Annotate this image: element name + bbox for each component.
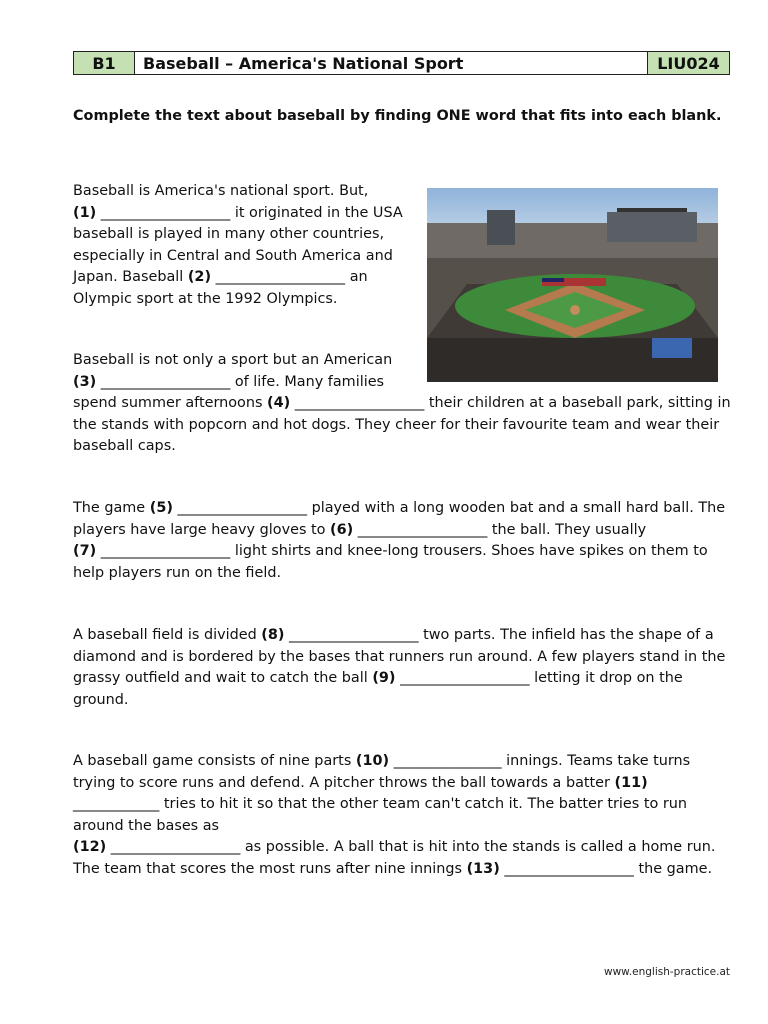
- text: innings. Teams take turns trying to score runs and defend. A pitcher throws the ball towards a batter: [73, 753, 691, 791]
- blank-number: (3): [73, 373, 97, 390]
- blank-line: __________________: [110, 839, 241, 856]
- text: the game.: [633, 860, 713, 877]
- text: played with a long wooden bat and a small hard ball. The players have large heavy gloves to: [73, 500, 726, 538]
- paragraph-3: [73, 498, 733, 584]
- text: Baseball is America's national sport. But,: [73, 183, 369, 199]
- blank-number: (13): [466, 860, 500, 877]
- blank-line: __________________: [504, 860, 634, 877]
- text: of life. Many families: [230, 373, 385, 390]
- footer-url: www.english-practice.at: [603, 966, 730, 978]
- paragraph-4: [73, 625, 733, 711]
- blank-number: (10): [355, 753, 390, 769]
- blank-number: (2): [187, 269, 212, 286]
- paragraph-5: [73, 751, 733, 881]
- blank-line: __________________: [400, 670, 530, 687]
- text: an Olympic sport at the 1992 Olympics.: [73, 269, 368, 307]
- blank-number: (1): [73, 204, 97, 221]
- text: as possible. A ball that is hit into the stands is called a home run. The team that scores the most runs after nine innings: [73, 839, 716, 877]
- text: Baseball is not only a sport but an American: [73, 352, 393, 368]
- blank-line: __________________: [100, 204, 231, 221]
- blank-number: (7): [73, 543, 97, 560]
- text: A baseball game consists of nine parts: [73, 753, 356, 769]
- text: letting it drop on the ground.: [73, 670, 683, 708]
- blank-line: __________________: [289, 627, 419, 643]
- blank-line: ____________: [73, 796, 160, 813]
- text: two parts. The infield has the shape of a diamond and is bordered by the bases that runners run around. A few players stand in the grassy outfield and wait to catch the ball: [73, 627, 726, 687]
- text: their children at a baseball park, sitting in the stands with popcorn and hot dogs. They cheer for their favourite team and wear their baseball caps.: [73, 395, 731, 455]
- blank-line: __________________: [100, 373, 231, 390]
- worksheet-header: [73, 51, 730, 75]
- text: it originated in the USA baseball is played in many other countries, especially in Central and South America and Japan. Baseball: [73, 204, 403, 286]
- text: spend summer afternoons: [73, 395, 268, 412]
- text: light shirts and knee-long trousers. Shoes have spikes on them to help players run on the field.: [73, 543, 708, 581]
- text: The game: [73, 500, 150, 516]
- worksheet-code: LIU024: [647, 52, 729, 74]
- text: A baseball field is divided: [73, 627, 262, 643]
- blank-number: (11): [614, 774, 648, 791]
- instructions: Complete the text about baseball by finding ONE word that fits into each blank.: [73, 108, 722, 124]
- blank-number: (12): [73, 839, 107, 856]
- level-badge: B1: [74, 52, 135, 74]
- text: the ball. They usually: [487, 521, 647, 538]
- paragraph-1: [73, 181, 408, 311]
- blank-number: (4): [267, 395, 291, 412]
- blank-number: (5): [149, 500, 173, 516]
- blank-line: __________________: [294, 395, 425, 412]
- blank-line: __________________: [177, 500, 308, 516]
- text: tries to hit it so that the other team can't catch it. The batter tries to run around the bases as: [73, 796, 688, 834]
- paragraph-2: [73, 350, 733, 458]
- blank-line: __________________: [215, 269, 346, 286]
- worksheet-title: Baseball – America's National Sport: [143, 53, 464, 73]
- blank-line: _______________: [393, 753, 502, 769]
- blank-line: __________________: [357, 521, 488, 538]
- blank-number: (6): [330, 521, 354, 538]
- blank-number: (9): [372, 670, 396, 687]
- blank-number: (8): [261, 627, 285, 643]
- blank-line: __________________: [100, 543, 231, 560]
